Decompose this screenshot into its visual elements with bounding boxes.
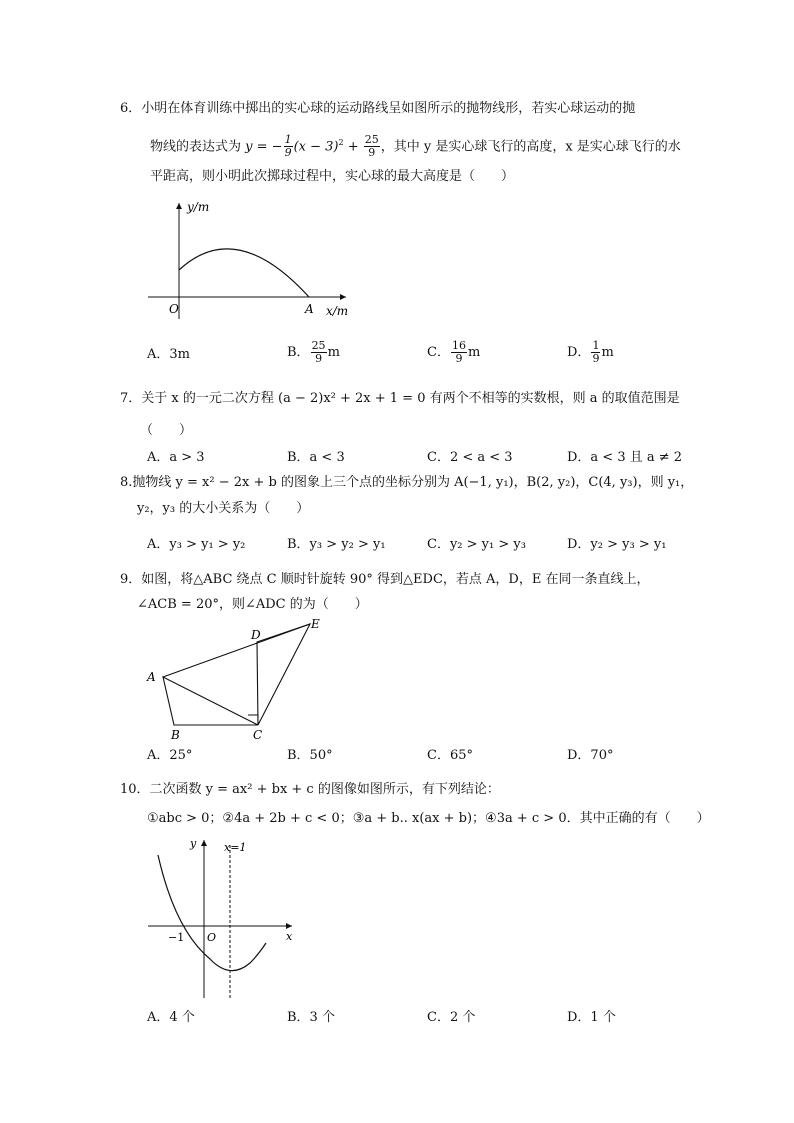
q10-neg-one: −1 [168,931,185,944]
q9-line-ade [163,624,310,677]
q7-line2: （ ） [140,423,193,438]
q9-triangle-abc [163,677,258,725]
q6-eq-frac2: $\frac{25}{9}$ [364,133,379,160]
q6-option-c[interactable]: C． $\frac{16}{9}$ m [427,339,481,365]
q9-option-c[interactable]: C．65° [427,748,473,763]
q10-option-b[interactable]: B．3 个 [287,1010,335,1025]
q6-graph [140,195,360,325]
q10-option-d[interactable]: D．1 个 [567,1010,616,1025]
q7-option-c[interactable]: C．2 < a < 3 [427,450,513,465]
q6-eq-frac1: $\frac{1}{9}$ [284,133,292,160]
q7-option-d[interactable]: D．a < 3 且 a ≠ 2 [567,450,683,465]
q6-eq-mid: (x − 3) [293,139,339,155]
q10-option-a[interactable]: A．4 个 [147,1010,195,1025]
q6-eq-sq: 2 [338,138,344,147]
q10-line1: 10．二次函数 y = ax² + bx + c 的图像如图所示，有下列结论： [120,782,500,797]
q7-option-a[interactable]: A．a > 3 [147,450,205,465]
q10-axis-label: x=1 [224,841,247,854]
q8-option-c[interactable]: C．y₂ > y₁ > y₃ [427,537,526,552]
q6-option-a[interactable]: A．3m [147,347,190,362]
q6-option-d[interactable]: D． $\frac{1}{9}$ m [567,339,614,365]
q8-option-a[interactable]: A．y₃ > y₁ > y₂ [147,537,246,552]
q8-option-b[interactable]: B．y₃ > y₂ > y₁ [287,537,386,552]
q8-line2: y₂，y₃ 的大小关系为（ ） [137,501,310,516]
q9-graph [140,615,340,745]
q10-parabola [158,855,266,971]
q9-label-a: A [147,670,156,684]
q9-right-angle [248,715,258,725]
q6-line1-text: 小明在体育训练中掷出的实心球的运动路线呈如图所示的抛物线形，若实心球运动的抛 [141,101,636,116]
q6-parabola [179,249,309,297]
q9-option-a[interactable]: A．25° [147,748,193,763]
q9-label-e: E [311,617,320,631]
q6-line3: 平距高，则小明此次掷球过程中，实心球的最大高度是（ ） [150,169,515,184]
q10-x-label: x [286,930,293,943]
q6-x-label: x/m [326,304,349,318]
q9-option-b[interactable]: B．50° [287,748,333,763]
q10-y-label: y [190,837,197,850]
q6-option-b[interactable]: B． $\frac{25}{9}$ m [287,339,340,365]
q6-line2-post: ，其中 y 是实心球飞行的高度，x 是实心球飞行的水 [380,139,681,155]
q10-graph [140,835,300,1005]
q9-label-c: C [253,728,263,742]
q6-line2 [150,130,681,160]
q9-triangle-edc [257,624,310,725]
q9-option-d[interactable]: D．70° [567,748,614,763]
q7-option-b[interactable]: B．a < 3 [287,450,345,465]
q6-point-a: A [305,302,314,316]
q6-y-label: y/m [187,200,210,214]
q10-option-c[interactable]: C．2 个 [427,1010,476,1025]
q6-number: 6． [120,101,142,116]
q6-origin: O [169,302,179,316]
q6-line1 [120,100,635,118]
q6-line2-pre: 物线的表达式为 [150,139,242,155]
q6-eq-y: y = − [245,139,283,155]
q8-option-d[interactable]: D．y₂ > y₃ > y₁ [567,537,667,552]
q9-label-b: B [171,728,180,742]
q9-line2: ∠ACB = 20°，则∠ADC 的为（ ） [137,597,368,612]
q10-origin: O [207,931,217,944]
q6-eq-plus: + [343,139,363,155]
q7-line1: 7．关于 x 的一元二次方程 (a − 2)x² + 2x + 1 = 0 有两个不相等的实数根，则 a 的取值范围是 [120,391,680,406]
q8-line1: 8.抛物线 y = x² − 2x + b 的图象上三个点的坐标分别为 A(−1, y₁)，B(2, y₂)，C(4, y₃)，则 y₁， [120,475,694,490]
q9-line1: 9．如图，将△ABC 绕点 C 顺时针旋转 90° 得到△EDC，若点 A，D，E 在同一条直线上， [120,572,650,587]
q9-label-d: D [251,628,261,642]
q10-line2: ①abc > 0；②4a + 2b + c < 0；③a + b.. x(ax + b)；④3a + c > 0．其中正确的有（ ） [147,811,710,826]
